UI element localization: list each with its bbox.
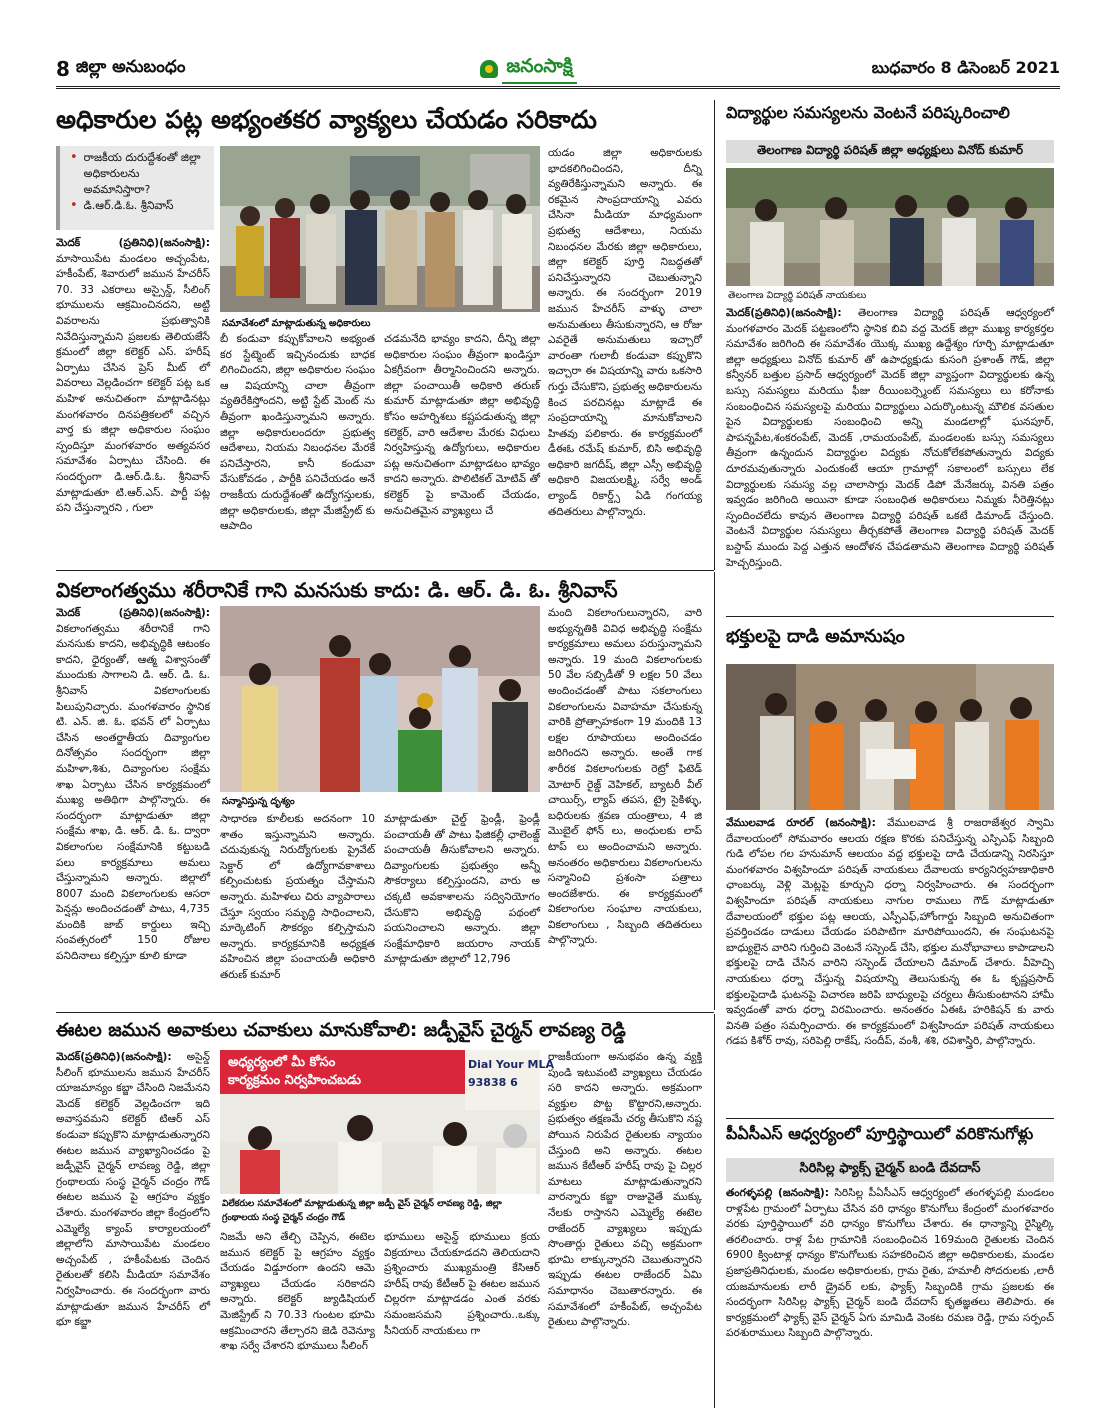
section-name: జిల్లా అనుబంధం [75, 57, 186, 77]
article3-column-2 [220, 812, 375, 1010]
bullet-dot-icon: • [70, 198, 78, 213]
logo-icon [480, 60, 498, 78]
article-text: సిరిసిల్ల పీఏసీఎస్ ఆధ్వర్యంలో తంగళ్ళపల్లి మండలం రాళ్లపేట గ్రామంలో ఏర్పాటు చేసిన వరి ధాన్యం కొనుగోలు కేంద్రంలో మంగళవారం వరకు పూర్తిస్థాయిలో వరి ధాన్యం కొనుగోలు చేశారు. ఈ ధాన్యాన్ని రైస్మిల్కి తరలించారు. రాళ్ల పేట గ్రామానికి సంబంధించిన 169మంది రైతులకు చెందిన 6900 క్వింటాళ్ల ధాన్యం కొనుగోలుకు సహకరించిన జిల్లా అధికారులకు, మండల ప్రజాప్రతినిధులకు, మండల అధికారులకు, గ్రామ రైతు, హమాలీ సోదరులకు ,లారీ యజమానులకు లారీ డ్రైవర్ లకు, ఫ్యాక్స్ సిబ్బందికి గ్రామ ప్రజలకు ఈ సందర్భంగా సిరిసిల్ల ఫ్యాక్స్ చైర్మన్ బండి దేవదాస్ కృతజ్ఞతలు తెలిపారు. ఈ కార్యక్రమంలో ఫ్యాక్స్ వైస్ చైర్మన్ ఏగు మామిడి వెంకట రమణ రెడ్డి, గ్రామ సర్పంచ్ పరశురాములు సిబ్బంది పాల్గొన్నారు. [726, 1187, 1055, 1340]
banner-text [228, 1054, 463, 1090]
article1-headline: అధికారుల పట్ల అభ్యంతకర వ్యాక్యలు చేయడం సరికాదు [56, 105, 597, 134]
column-divider [714, 572, 715, 1010]
section-divider [56, 1012, 714, 1013]
article4-headline: భక్తులపై దాడి అమానుషం [726, 626, 905, 647]
bullet-text: రాజకీయ దురుద్దేశంతో జిల్లా అధికారులను అవమానిస్తారా? [83, 151, 201, 196]
bullet-text: డి.ఆర్.డి.ఓ. శ్రీనివాస్ [83, 199, 174, 212]
column-divider [714, 100, 715, 570]
caption-line: గ్రంథాలయ సంస్థ చైర్మన్ చంద్రం గౌడ్ [222, 1213, 345, 1223]
masthead [56, 52, 1060, 89]
article1-column-3 [384, 332, 540, 566]
caption-line: విలేకరుల సమావేశంలో మాట్లాడుతున్న జిల్లా జడ్పీ వైస్ చైర్మన్ లావణ్య రెడ్డి, జిల్లా [222, 1199, 502, 1209]
article6-headline: పీఏసీఎస్ ఆధ్వర్యంలో పూర్తిస్థాయిలో వరికొనుగోళ్లు [726, 1124, 1034, 1143]
article3-column-4 [548, 606, 702, 1010]
section-divider [726, 1118, 1054, 1119]
article3-photo [220, 606, 540, 792]
article2-subhead: తెలంగాణ విద్యార్థి పరిషత్ జిల్లా అధ్యక్షులు వినోద్ కుమార్ [726, 140, 1054, 163]
issue-date: బుధవారం 8 డిసెంబర్ 2021 [871, 57, 1060, 77]
article3-photo-caption: సన్మానిస్తున్న దృశ్యం [222, 796, 295, 807]
article3-headline: వికలాంగత్వము శరీరానికే గాని మనసుకు కాదు: డి. ఆర్. డి. ఓ. శ్రీనివాస్ [56, 578, 618, 602]
article-text: మంది వికలాంగులున్నారని, వారి అభ్యున్నతికి వివిధ అభివృద్ధి సంక్షేమ కార్యక్రమాలు అమలు పరుస్తున్నామని అన్నారు. 19 మంది వికలాంగులకు 50 వేల సబ్సిడీతో 9 లక్షల 50 వేలు అందించడంతో పాటు సకలాంగులు వికలాంగులను వివాహమా చేసుకున్న వారికి ప్రోత్సాహకంగా 19 మందికి 13 లక్షల రూపాయలు అందించడం జరిగిందని అన్నారు. అంతే గాక శారీరక వికలాంగులకు రెట్రో ఫిటెడ్ మోటార్ రైజ్డ్ వెహికల్, బ్యాటరీ వీల్ చాయిర్స్, ల్యాప్ తపస, ట్రై సైకిళ్ళు, బధిరులకు శ్రవణ యంత్రాలు, 4 జి మొబైల్ ఫోన్ లు, అంధులకు లాప్ టాప్ లు అందించామని అన్నారు. అనంతరం అధికారులు వికలాంగులను సన్మానించి ప్రశంసా పత్రాలు అందజేశారు. ఈ కార్యక్రమంలో వికలాంగుల సంఘాల నాయకులు, వికలాంగులు , సిబ్బంది తదితరులు పాల్గొన్నారు. [548, 607, 702, 947]
article6-subhead: సిరిసిల్ల ఫ్యాక్స్ చైర్మన్ బండి దేవదాస్ [726, 1158, 1054, 1182]
article-text: భూములు అసైన్డ్ భూములు క్రయ విక్రయాలు చేయకూడదని తెలియదాని ప్రశ్నించారు ముఖ్యమంత్రి కేసిఆర్ హరీష్ రావు కేటీఆర్ పై ఈటల జమున చిల్లరగా మాట్లాడడం ఎంత వరకు సమంజసమని ప్రశ్నించారు..ఒక్కు సీనియర్ నాయకులు గా [384, 1231, 540, 1337]
article-text: వికలాంగత్వము శరీరానికే గాని మనసుకు కాదని, అభివృద్ధికి ఆటంకం కాదని, ధైర్యంతో, ఆత్మ విశ్వాసంతో ముందుకు సాగాలని డి. ఆర్. డి. ఓ. శ్రీనివాస్ వికలాంగులకు పిలుపునిచ్చారు. మంగళవారం స్థానిక టి. ఎన్. జి. ఓ. భవన్ లో ఏర్పాటు చేసిన అంతర్జాతీయ దివ్యాంగుల దినోత్సవం సందర్భంగా జిల్లా మహిళా,శిశు, దివ్యాంగుల సంక్షేమ శాఖ ఏర్పాటు చేసిన కార్యక్రమంలో ముఖ్య అతిథిగా పాల్గొన్నారు. ఈ సందర్భంగా మాట్లాడుతూ జిల్లా సంక్షేమ శాఖ, డి. ఆర్. డి. ఓ. ద్వారా వికలాంగుల సంక్షేమానికి కట్టుబడి పలు కార్యక్రమాలు అమలు చేస్తున్నామని అన్నారు. జిల్లాలో 8007 మంది వికలాంగులకు ఆసరా పెన్షన్లు అందించడంతో పాటు, 4,735 మందికి జాబ్ కార్డులు ఇచ్చి సంవత్సరంలో 150 రోజుల పనిదినాలు కల్పిస్తూ కూలి కూడా [56, 622, 210, 963]
logo-text: జనంసాక్షి [502, 55, 576, 84]
article-text: తెలంగాణ విద్యార్థి పరిషత్ ఆధ్వర్యంలో మంగళవారం మెదక్ పట్టణంలోని స్థానిక బివి వద్ద మెదక్ జిల్లా ముఖ్య కార్యకర్తల సమావేశం జరిగింది ఈ సమావేశం యొక్క ముఖ్య ఉద్దేశ్యం గూర్చి మాట్లాడుతూ జిల్లా అధ్యక్షులు వినోద్ కుమార్ తో ఉపాధ్యక్షుడు కుసంగి ప్రశాంత్ గౌడ్, జిల్లా కన్వీనర్ బత్తుల ప్రసాద్ ఆధ్వర్యంలో మెదక్ జిల్లా వ్యాప్తంగా విద్యార్థులకు ఉన్న బస్సు సమస్యలు మరియు ఫీజు రీయింబర్స్మెంట్ సమస్యలు లు కరోనాకు సంబంధించిన సమస్యలపై మరియు విద్యార్థులు ఎదుర్కొంటున్న మౌలిక వసతుల పైన విద్యార్థులకు సంబంధించి అన్ని మండలాల్లో ఘనపూర్, పాపన్నపేట,శంకరంపేట్, మెదక్ ,రామయంపేట్, మండలంకు బస్సు సమస్యలు తీవ్రంగా ఉన్నందున విద్యార్థుల విద్యకు నోచుకోలేకపోతున్నారు విద్యకు దూరమవుతున్నారు ఎందుకంటే ఆయా గ్రామాల్లో సకాలంలో బస్సులు లేక విద్యార్థులకు సమస్య వల్ల చాలాసార్లు మెదక్ డిపో మేనేజర్కు వినతి పత్రం ఇవ్వడం జరిగింది అయినా కూడా సంబంధిత అధికారులు నిమ్మకు నీరెత్తినట్లు స్పందించలేదు కావున తెలంగాణ విద్యార్థి పరిషత్ ఒకటే డిమాండ్ చేస్తుంది. వెంటనే విద్యార్థుల సమస్యలు తీర్చకపోతే తెలంగాణ విద్యార్థి పరిషత్ మెదక్ బస్టాప్ ముందు పెద్ద ఎత్తున ఆందోళన చేపడతామని తెలంగాణ విద్యార్థి పరిషత్ హెచ్చరిస్తుంది. [726, 307, 1054, 569]
article-text: రాజకీయంగా అనుభవం ఉన్న వ్యక్తి పుండి ఇటువంటి వ్యాఖ్యలు చేయడం సరి కాదని అన్నారు. అక్రమంగా వ్యక్తుల పొట్ట కొట్టారని,అన్నారు. ప్రభుత్వం తక్షణమే చర్య తీసుకొని నష్ట పోయిన నిరుపేద రైతులకు న్యాయం చేస్తుంది అని అన్నారు. ఈటల జమున కేటీఆర్ హరీష్ రావు పై చిల్లర మాటలు మాట్లాడుతున్నారని వారన్నారు కబ్జా రాజువైతే ముక్కు నేలకు రాస్తానని ఎమ్మెల్యే ఈటెల రాజేందర్ వ్యాఖ్యలు ఇప్పుడు సొంతార్లు రైతులు వచ్చి అక్రమంగా భూమి లాక్కున్నారని చెబుతున్నారని ఇప్పుడు ఈటల రాజేందర్ ఏమి సమాధానం చెబుతారన్నారు. ఈ సమావేశంలో హకీంపేట్, అచ్చంపేట రైతులు పాల్గొన్నారు. [548, 1051, 702, 1329]
article6-body [726, 1186, 1054, 1408]
article1-bullet-box [56, 146, 214, 230]
article-text: మాసాయిపేట మండలం అచ్చంపేట, హకీంపేట్, శివారులో జమున హేచరీస్ 70. 33 ఎకరాలు అస్సైన్డ్, సీలింగ్ భూములను ఆక్రమించినదని, అట్టి వివరాలను ప్రభుత్వానికి నివేదిస్తున్నామని ప్రజలకు తెలియజేసే క్రమంలో జిల్లా కలెక్టర్ ఎస్. హరీష్ ఏర్పాటు చేసిన ప్రెస్ మీట్ లో వివరాలు వెల్లడించగా కలెక్టర్ పట్ల ఒక మహిళ అనుచితంగా మాట్లాడినట్లు మంగళవారం దినపత్రికలలో వచ్చిన వార్త కు జిల్లా అధికారుల సంఘం స్పందిస్తూ మంగళవారం అత్యవసర సమావేశం ఏర్పాటు చేసింది. ఈ సందర్భంగా డి.ఆర్.డి.ఓ. శ్రీనివాస్ మాట్లాడుతూ టి.ఆర్.ఎస్. పార్టీ పట్ల పని చేస్తున్నారని , గులా [56, 252, 210, 515]
bullet-dot-icon: • [70, 150, 78, 165]
article-text: బీ కండువా కప్పుకోవాలని అభ్యంత కర స్టేట్మెంట్ ఇచ్చినందుకు బాధక లిగించిందని, జిల్లా అధికారుల సంఘం ఆ విషయాన్ని చాలా తీవ్రంగా వ్యతిరేకిస్తోందని, అట్టి స్టేట్ మెంట్ ను తీవ్రంగా ఖండిస్తున్నామని అన్నారు. జిల్లా అధికారులందరూ ప్రభుత్వ ఆదేశాలు, నియమ నిబంధనల మేరకే పనిచేస్తారని, కానీ కండువా వేసుకోవడం , పార్టీకి పనిచేయడం అనే రాజకీయ దురుద్దేశంతో ఉద్యోగస్తులకు, జిల్లా అధికారులకు, జిల్లా మేజిస్ట్రేట్ కు ఆపాదిం [220, 333, 375, 533]
dial-text: Dial Your MLA [468, 1058, 554, 1071]
page-number: 8 [56, 57, 70, 81]
article-text: యడం జిల్లా అధికారులకు భాదకలిగించిందని, దీన్ని వ్యతిరేకిస్తున్నామని అన్నారు. ఈ రకమైన సాంప్రదాయాన్ని ఎవరు చేసినా మీడియా మాధ్యమంగా ప్రభుత్వ ఆదేశాలు, నియమ నిబంధనల మేరకు జిల్లా అధికారులు, జిల్లా కలెక్టర్ పూర్తి నిబద్ధతతో పనిచేస్తున్నారని చెబుతున్నాని అన్నారు. ఈ సందర్భంగా 2019 జమున హేచరీస్ వాళ్ళు చాలా అనుమతులు తీసుకున్నారని, ఆ రోజు ఎవరైతే అనుమతులు ఇచ్చారో వారంతా గులాబీ కండువా కప్పుకొని ఇచ్చారా ఈ విషయాన్ని వారు ఒకసారి గుర్తు చేసుకొని, ప్రభుత్వ అధికారులను కించ పరచినట్లు మాట్లాడే ఈ సంప్రదాయాన్ని మానుకోవాలని హితవు పలికారు. ఈ కార్యక్రమంలో డీఈఓ రమేష్ కుమార్, బిసి అభివృద్ధి అధికారి జగదీష్, జిల్లా ఎస్సీ అభివృద్ధి అధికారి విజయలక్ష్మి, సర్వే అండ్ ల్యాండ్ రికార్డ్స్ ఏడి గంగయ్య తదితరులు పాల్గొన్నారు. [548, 147, 702, 518]
article5-column-2 [220, 1230, 375, 1408]
article5-headline: ఈటల జమున అవాకులు చవాకులు మానుకోవాలి: జడ్పీవైస్ చైర్మన్ లావణ్య రెడ్డి [56, 1020, 626, 1041]
dateline: వేములవాడ రూరల్ (జనంసాక్షి): [726, 817, 876, 829]
bullet-item [70, 198, 208, 214]
article1-column-4 [548, 146, 702, 566]
article1-photo [220, 146, 540, 312]
dateline: మెదక్ (ప్రతినిధి)(జనంసాక్షి): [56, 607, 210, 619]
article5-photo-caption [222, 1197, 540, 1225]
article5-column-4 [548, 1050, 702, 1408]
article4-photo [726, 664, 1054, 810]
article3-column-3 [384, 812, 540, 1010]
dateline: మెదక్(ప్రతినిధి)(జనంసాక్షి): [726, 307, 842, 319]
bullet-item [70, 150, 208, 198]
section-divider [726, 616, 1054, 617]
article-text: నిజమే అని తేల్చి చెప్పిన, ఈటెల జమున కలెక్టర్ పై ఆగ్రహం వ్యక్తం చేయడం విడ్డూరంగా ఉందని ఆమె వ్యాఖ్యలు చేయడం సరికాదని అన్నారు. కలెక్టర్ జ్యుడిషియల్ మెజిస్ట్రేట్ ని 70.33 గుంటల భూమి ఆక్రమించారని తేల్చారని జెడి రెవెన్యూ శాఖ సర్వే చేశారని భూములు సీలింగ్ [220, 1231, 375, 1353]
dateline: మెదక్(ప్రతినిధి)(జనంసాక్షి): [56, 1051, 172, 1063]
dateline: మెదక్ (ప్రతినిధి)(జనంసాక్షి): [56, 237, 210, 249]
article-text: అసైన్డ్ సీలింగ్ భూములను జమున హేచరీస్ యాజమాన్యం కబ్జా చేసింది నిజమేనని మెదక్ కలెక్టర్ వెల్లడించగా ఇది అవాస్తవమని కలెక్టర్ టిఆర్ ఎస్ కండువా కప్పుకొని మాట్లాడుతున్నారని ఈటల జమున వ్యాఖ్యానించడం పై జడ్పీవైస్ చైర్మన్ లావణ్య రెడ్డి, జిల్లా గ్రంథాలయ సంస్థ చైర్మన్ చంద్రం గౌడ్ ఈటల జమున పై ఆగ్రహం వ్యక్తం చేశారు. మంగళవారం జిల్లా కేంద్రంలోని ఎమ్మెల్యే క్యాంప్ కార్యాలయంలో జిల్లాలోని మాసాయిపేట మండలం అచ్చంపేట్ , హకీంపేటకు చెందిన రైతులతో కలిసి మీడియా సమావేశం నిర్వహించారు. ఈ సందర్భంగా వారు మాట్లాడుతూ జమున హేచరీస్ లో భూ కబ్జా [56, 1051, 210, 1329]
article2-photo-caption: తెలంగాణ విద్యార్థి పరిషత్ నాయకులు [728, 290, 867, 301]
page-label [56, 57, 185, 81]
section-divider [56, 570, 714, 571]
article-text: సాధారణ కూలీలకు అదనంగా 10 శాతం ఇస్తున్నామని అన్నారు. చదువుకున్న నిరుద్యోగులకు ప్రైవేట్ సెక్టార్ లో ఉద్యోగావకాశాలు కల్పించుటకు ప్రయత్నం చేస్తామని అన్నారు. మహిళలు చిరు వ్యాపారాలు చేస్తూ స్వయం సమృద్ధి సాధించాలని, మార్కెటింగ్ సౌకర్యం కల్పిస్తామని అన్నారు. కార్యక్రమానికి అధ్యక్షత వహించిన జిల్లా పంచాయతీ అధికారి తరుణ్ కుమార్ [220, 813, 375, 981]
column-divider [714, 1014, 715, 1408]
newspaper-logo [480, 55, 576, 84]
article3-column-1 [56, 606, 210, 1010]
article2-headline: విద్యార్థుల సమస్యలను వెంటనే పరిష్కరించాలి [726, 103, 1010, 122]
banner-dial [468, 1056, 554, 1092]
dial-number: 93838 6 [468, 1076, 518, 1089]
article1-column-2 [220, 332, 375, 566]
article4-body [726, 816, 1054, 1116]
banner-line: కార్యక్రమం నిర్వహించబడు [228, 1073, 362, 1088]
banner-line: అధ్యర్యంలో మీ కోసం [228, 1055, 336, 1070]
article-text: చడమనేది భావ్యం కాదని, దీన్ని జిల్లా అధికారుల సంఘం తీవ్రంగా ఖండిస్తూ ఏకగ్రీవంగా తీర్మానించిందని అన్నారు. జిల్లా పంచాయితీ అధికారి తరుణ్ కుమార్ మాట్లాడుతూ జిల్లా అభివృద్ధి కోసం అహర్నిశలు కష్టపడుతున్న జిల్లా కలెక్టర్, వారి ఆదేశాల మేరకు విధులు నిర్వహిస్తున్న ఉద్యోగులు, అధికారుల పట్ల అనుచితంగా మాట్లాడటం భావ్యం కాదని అన్నారు. పొలిటికల్ మోటివ్ తో కలెక్టర్ పై కామెంట్ చేయడం, అనుచితమైన వ్యాఖ్యలు చే [384, 333, 540, 517]
article2-photo [726, 168, 1054, 286]
article-text: మాట్లాడుతూ చైల్డ్ ఫ్రెండ్లీ, ఫ్రెండ్లీ పంచాయతీ తో పాటు ఫిజికల్లీ ఛాలెంజ్డ్ పంచాయతీ తీసుకోవాలని అన్నారు. దివ్యాంగులకు ప్రభుత్వం అన్నీ సౌకర్యాలు కల్పిస్తుందని, వారు అ చక్కటి అవకాశాలను సద్వినియోగం చేసుకొని అభివృద్ధి పథంలో పయనించాలని అన్నారు. జిల్లా సంక్షేమాధికారి జయరాం నాయక్ మాట్లాడుతూ జిల్లాలో 12,796 [384, 813, 540, 966]
article1-photo-caption: సమావేశంలో మాట్లాడుతున్న అధికారులు [222, 318, 371, 329]
article5-column-3 [384, 1230, 540, 1408]
article1-column-1 [56, 236, 210, 566]
article5-column-1 [56, 1050, 210, 1408]
article2-body [726, 306, 1054, 614]
article5-photo [220, 1050, 554, 1194]
article-text: వేములవాడ శ్రీ రాజరాజేశ్వర స్వామి దేవాలయంలో సోమవారం ఆలయ రక్షణ కొరకు పనిచేస్తున్న ఎస్పిఎఫ్ సిబ్బంది గుడి లోపల గల హనుమాన్ ఆలయం వద్ద భక్తులపై దాడి చేయడాన్ని నిరసిస్తూ మంగళవారం విశ్వహిందూ పరిషత్ నాయకులు దేవాలయ కార్యనిర్వహణాధికారి ఛాంబర్కు వెళ్లి మెట్లపై కూర్చుని ధర్నా నిర్వహించారు. ఈ సందర్భంగా విశ్వహిందూ పరిషత్ నాయకులు నాగుల రాములు గౌడ్ మాట్లాడుతూ దేవాలయంలో భక్తుల పట్ల ఆలయ, ఎస్పీఎఫ్,హోంగార్డు సిబ్బంది అనుచితంగా ప్రవర్తించడం దాడులు చేయడం పరిపాటిగా మారిపోయిందని, ఈ సంఘటనపై బాధ్యులైన వారిని గుర్తించి వెంటనే సస్పెండ్ చేసి, భక్తుల మనోభావాలు కాపాడాలని భక్తులపై దాడి చేసిన వారిని సస్పెండ్ చేయాలని డిమాండ్ చేశారు. వీహెచ్పి నాయకులు ధర్నా చేస్తున్న విషయాన్ని తెలుసుకున్న ఈ ఓ కృష్ణప్రసాద్ భక్తులపైదాడి ఘటనపై విచారణ జరిపి బాధ్యులపై చర్యలు తీసుకుంటానని హామీ ఇవ్వడంతో వారు ధర్నా విరమించారు. అనంతరం ఏఈఓ హరికిషన్ కు వారు వినతి పత్రం సమర్పించారు. ఈ కార్యక్రమంలో విశ్వహిందూ పరిషత్ నాయకులు గడప కిశోర్ రావు, సరిపెల్లి రాకేష్, సందీప్, వంశీ, శశి, రవిశాస్త్రిరి, పాల్గొన్నారు. [726, 817, 1054, 1048]
dateline: తంగళ్ళపల్లి (జనంసాక్షి): [726, 1187, 829, 1199]
